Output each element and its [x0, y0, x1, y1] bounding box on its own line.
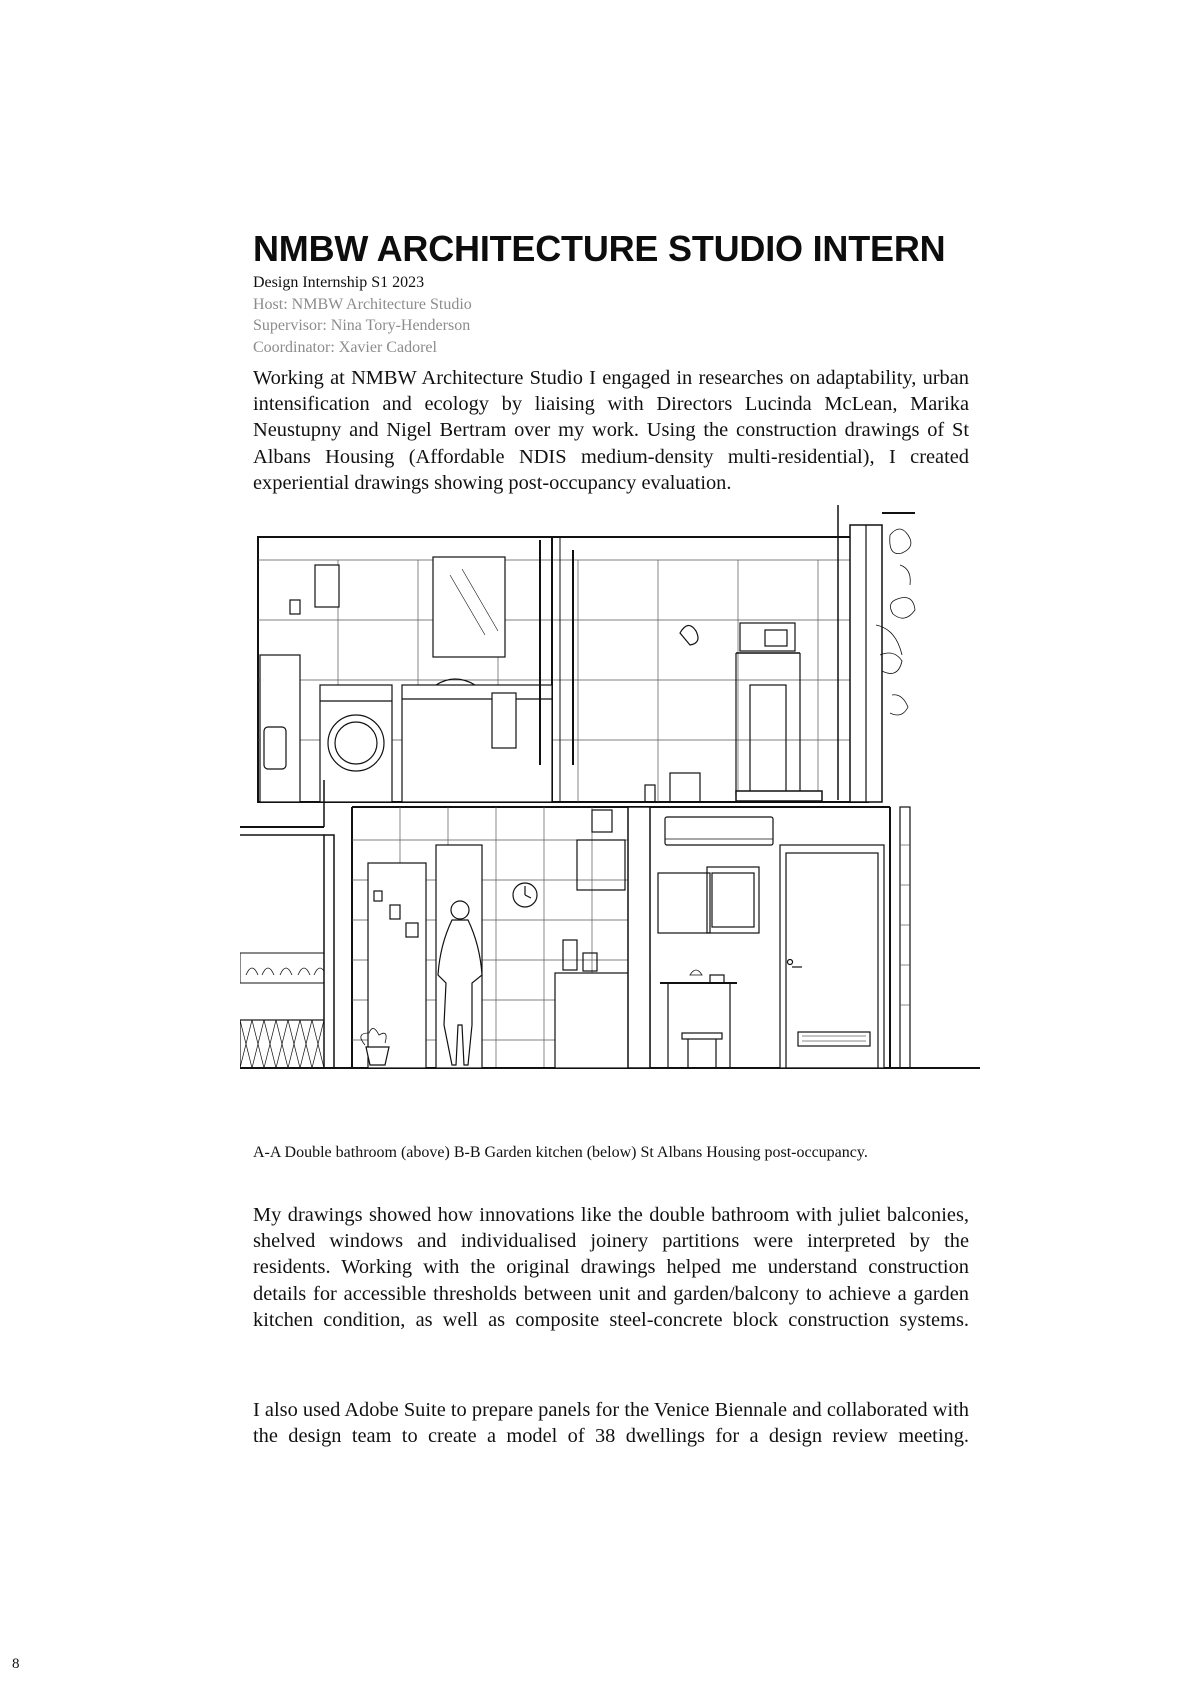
figure-caption: A-A Double bathroom (above) B-B Garden kitchen (below) St Albans Housing post-occupancy.	[253, 1144, 868, 1161]
section-drawings-figure	[240, 505, 980, 1140]
host-line: Host: NMBW Architecture Studio	[253, 295, 472, 313]
section-b-b-garden-kitchen	[240, 807, 980, 1068]
internship-subtitle: Design Internship S1 2023	[253, 274, 425, 291]
coordinator-line: Coordinator: Xavier Cadorel	[253, 338, 437, 356]
supervisor-line: Supervisor: Nina Tory-Henderson	[253, 317, 471, 334]
intro-paragraph: Working at NMBW Architecture Studio I engaged in researches on adaptability, urban intensification and ecology by liaising with Directors Lucinda McLean, Marika Neustupny and Nigel Bertram over my work. Using the construction drawings of St Albans Housing (Affordable NDIS medium-density multi-residential), I created experiential drawings showing post-occupancy evaluation.	[253, 367, 969, 494]
body-paragraph-1: My drawings showed how innovations like the double bathroom with juliet balconies, shelved windows and individualised joinery partitions were interpreted by the residents. Working with the original drawings helped me understand construction details for accessible thresholds between unit and garden/balcony to achieve a garden kitchen condition, as well as composite steel-concrete block construction systems.	[253, 1204, 969, 1331]
section-a-a-double-bathroom	[258, 505, 915, 827]
page-title: NMBW ARCHITECTURE STUDIO INTERN	[253, 228, 946, 269]
page-number: 8	[12, 1656, 20, 1672]
body-paragraph-2: I also used Adobe Suite to prepare panels for the Venice Biennale and collaborated with the design team to create a model of 38 dwellings for a design review meeting.	[253, 1399, 969, 1448]
internship-details	[253, 272, 472, 358]
